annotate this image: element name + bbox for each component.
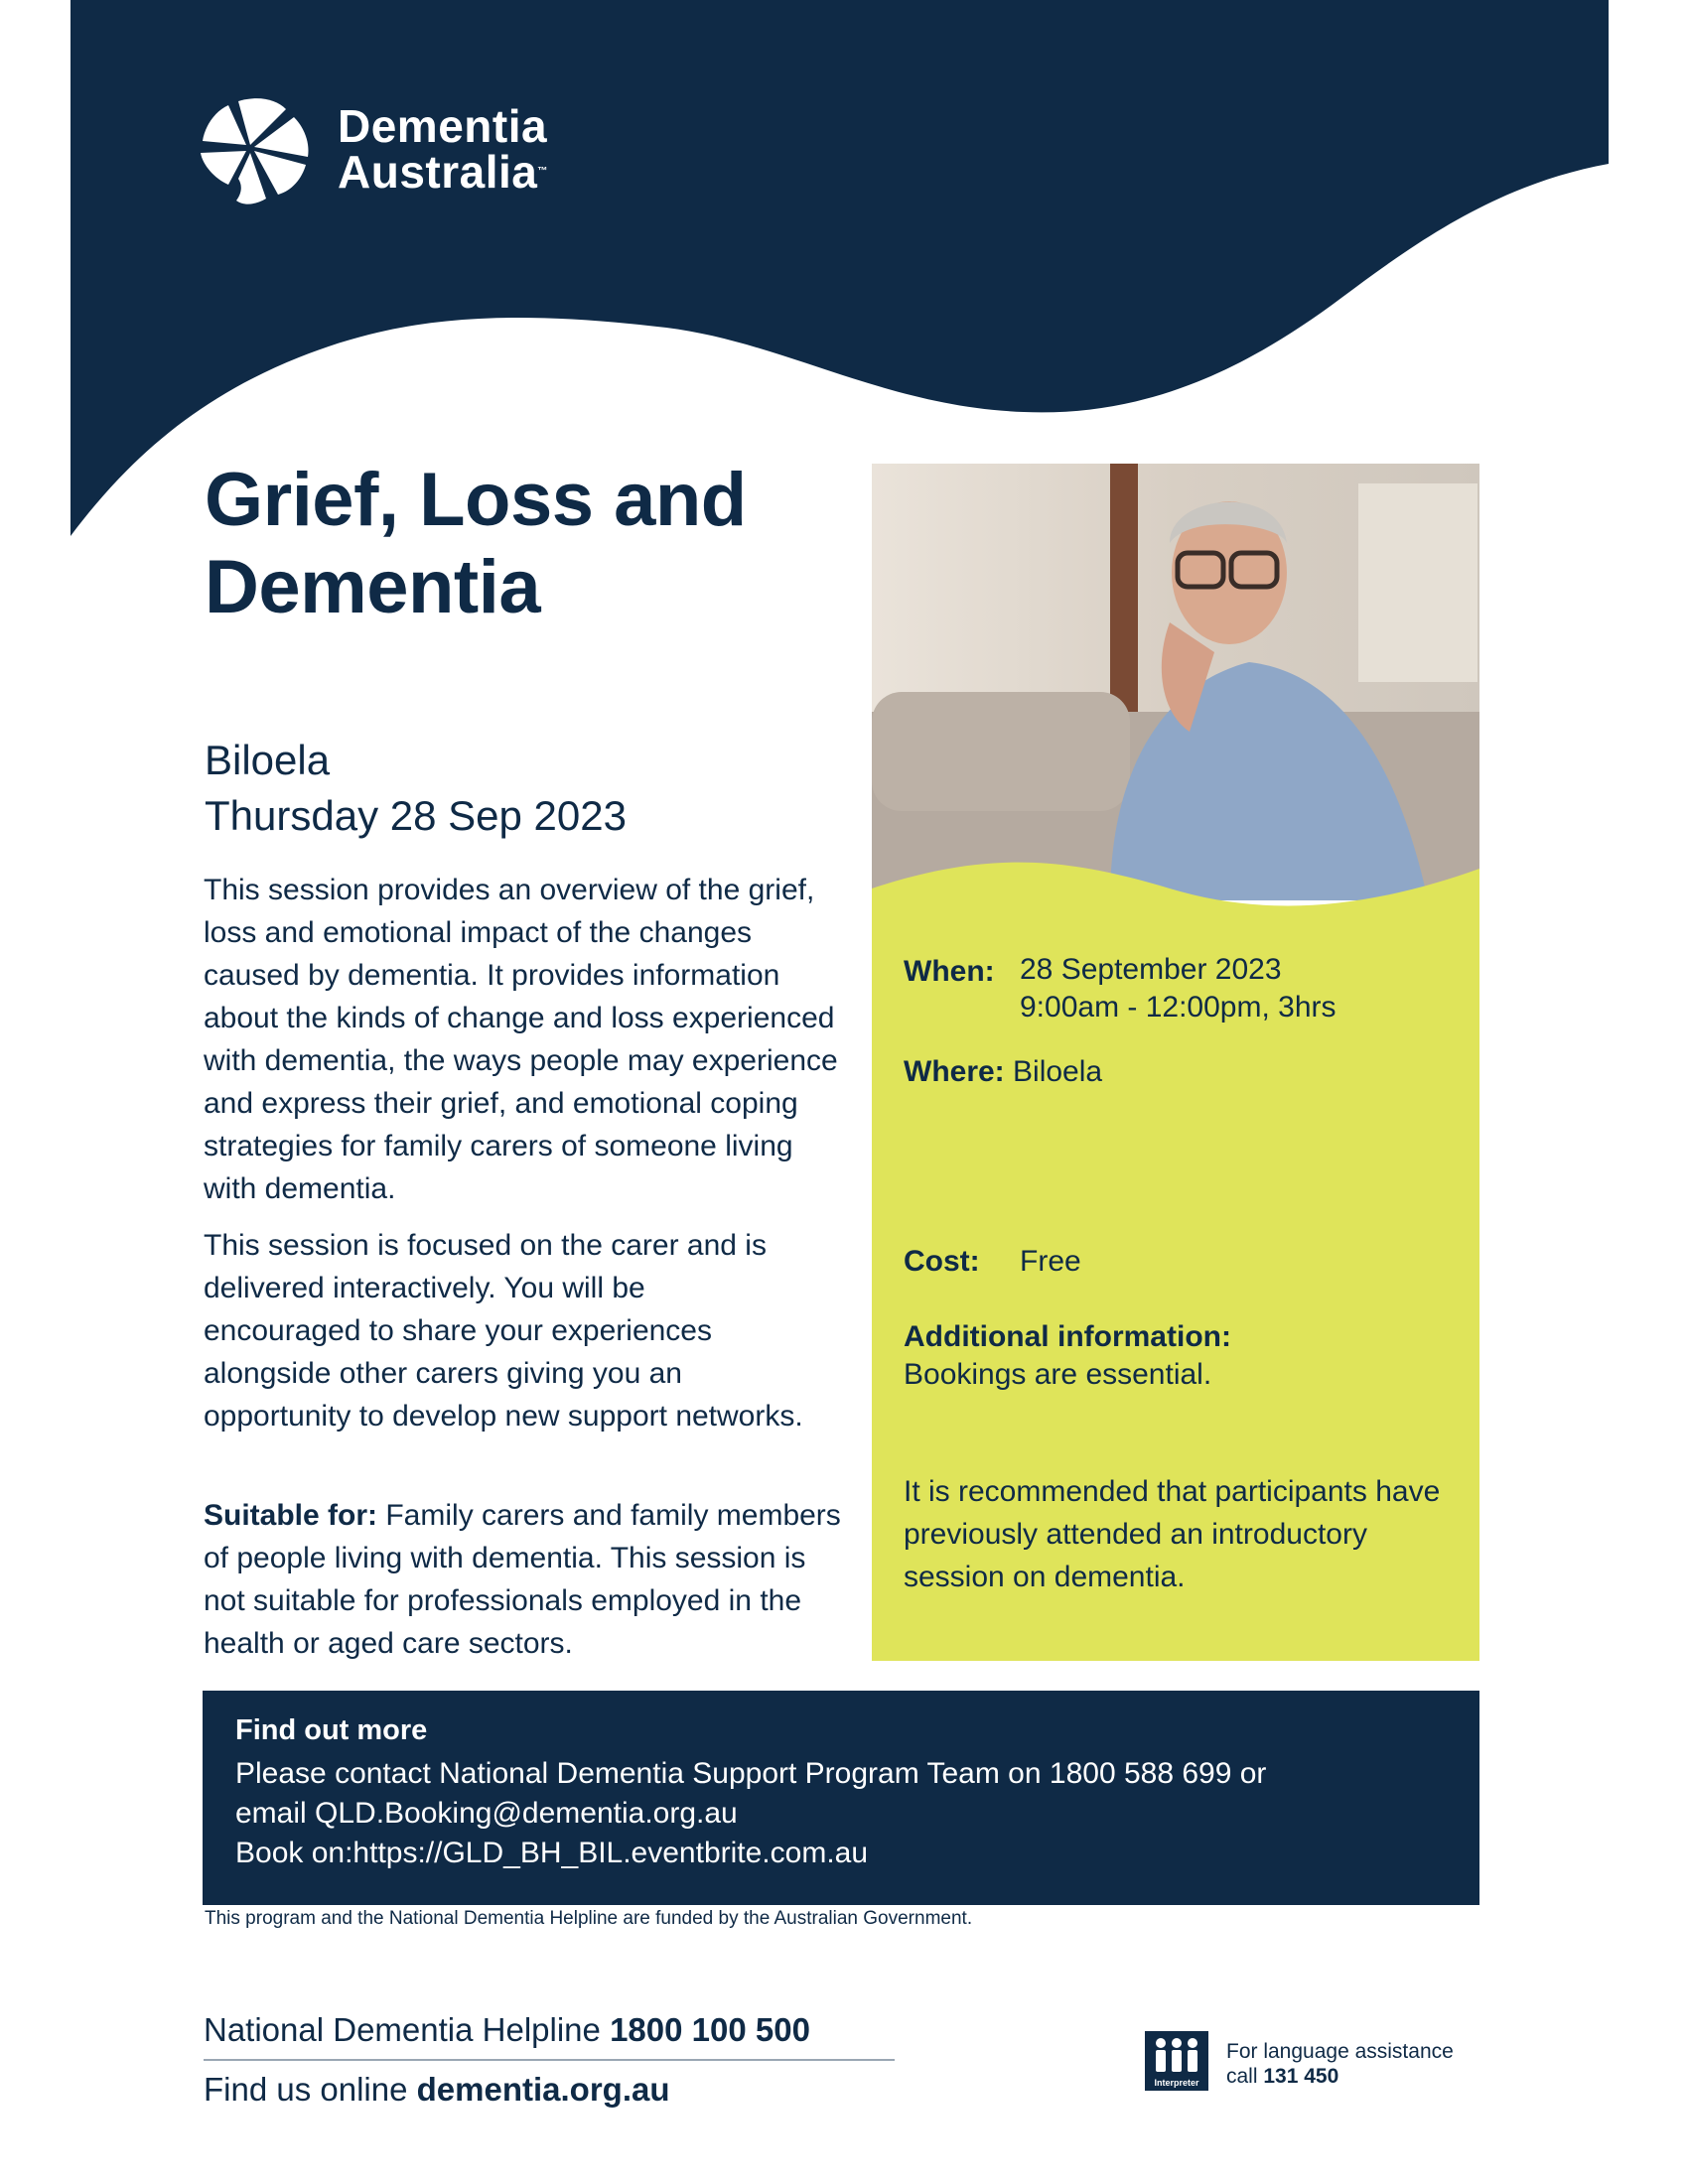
suitable-for-label: Suitable for: [204, 1499, 378, 1532]
language-assistance [1226, 2039, 1454, 2089]
cost-label: Cost: [904, 1245, 980, 1278]
title-line-2: Dementia [205, 545, 541, 629]
when-row [904, 953, 995, 991]
suitable-for-text: Family carers and family members of people living with dementia. This session is not suitable for professionals employed in the health or aged care sectors. [204, 1499, 841, 1660]
find-out-more-heading: Find out more [235, 1714, 428, 1746]
where-value: Biloela [1013, 1055, 1103, 1088]
when-date: 28 September 2023 [1020, 953, 1282, 986]
find-out-more-box [203, 1691, 1479, 1905]
when-label: When: [904, 955, 995, 988]
when-value [1020, 951, 1336, 1026]
recommendation-text: It is recommended that participants have previously attended an introductory session on dementia. [904, 1475, 1441, 1593]
photo-elderly-man [872, 464, 1479, 900]
where-label: Where: [904, 1055, 1005, 1088]
brand-line-1: Dementia [338, 100, 548, 152]
online-label: Find us online [204, 2071, 417, 2108]
website-link[interactable]: dementia.org.au [416, 2071, 670, 2108]
event-location-date [205, 733, 627, 844]
additional-info [904, 1318, 1231, 1394]
dementia-australia-logo-icon [199, 95, 313, 206]
additional-info-label: Additional information: [904, 1320, 1231, 1353]
language-assistance-line-1: For language assistance [1226, 2040, 1454, 2063]
find-us-online [204, 2071, 670, 2109]
divider [204, 2059, 895, 2061]
title-line-1: Grief, Loss and [205, 458, 747, 542]
helpline-label: National Dementia Helpline [204, 2011, 611, 2048]
header-wave-background [70, 0, 1609, 536]
suitable-for [204, 1494, 849, 1665]
helpline-number[interactable]: 1800 100 500 [610, 2011, 810, 2048]
cost-value: Free [1020, 1245, 1081, 1278]
where-row [904, 1053, 1102, 1091]
page-title [205, 457, 840, 631]
interpreter-icon [1145, 2031, 1208, 2091]
additional-info-value: Bookings are essential. [904, 1358, 1212, 1391]
contact-line: Please contact National Dementia Support Program Team on 1800 588 699 or [235, 1757, 1267, 1790]
brand-name [338, 100, 548, 198]
interpreter-figures-icon [1145, 2031, 1208, 2091]
language-assistance-line-2: call 131 450 [1226, 2065, 1339, 2088]
funding-note: This program and the National Dementia Helpline are funded by the Australian Government. [205, 1908, 973, 1929]
interpreter-icon-label: Interpreter [1154, 2078, 1199, 2088]
event-date: Thursday 28 Sep 2023 [205, 792, 627, 839]
description-paragraph-1: This session provides an overview of the grief, loss and emotional impact of the changes caused by dementia. It provides information about the kinds of change and loss experienced with dementia, the ways people may experience and express their grief, and emotional coping strategies for family carers of someone living with dementia. [204, 874, 838, 1205]
description-paragraph-2: This session is focused on the carer and is delivered interactively. You will be encouraged to share your experiences alongside other carers giving you an opportunity to develop new support networks. [204, 1229, 803, 1433]
when-time: 9:00am - 12:00pm, 3hrs [1020, 991, 1336, 1024]
helpline [204, 2011, 810, 2049]
event-location: Biloela [205, 737, 331, 783]
email-link[interactable]: email QLD.Booking@dementia.org.au [235, 1797, 738, 1830]
brand-line-2: Australia™ [338, 146, 548, 198]
booking-link[interactable]: Book on:https://GLD_BH_BIL.eventbrite.com.au [235, 1837, 869, 1869]
interpreter-number[interactable]: 131 450 [1263, 2065, 1339, 2088]
